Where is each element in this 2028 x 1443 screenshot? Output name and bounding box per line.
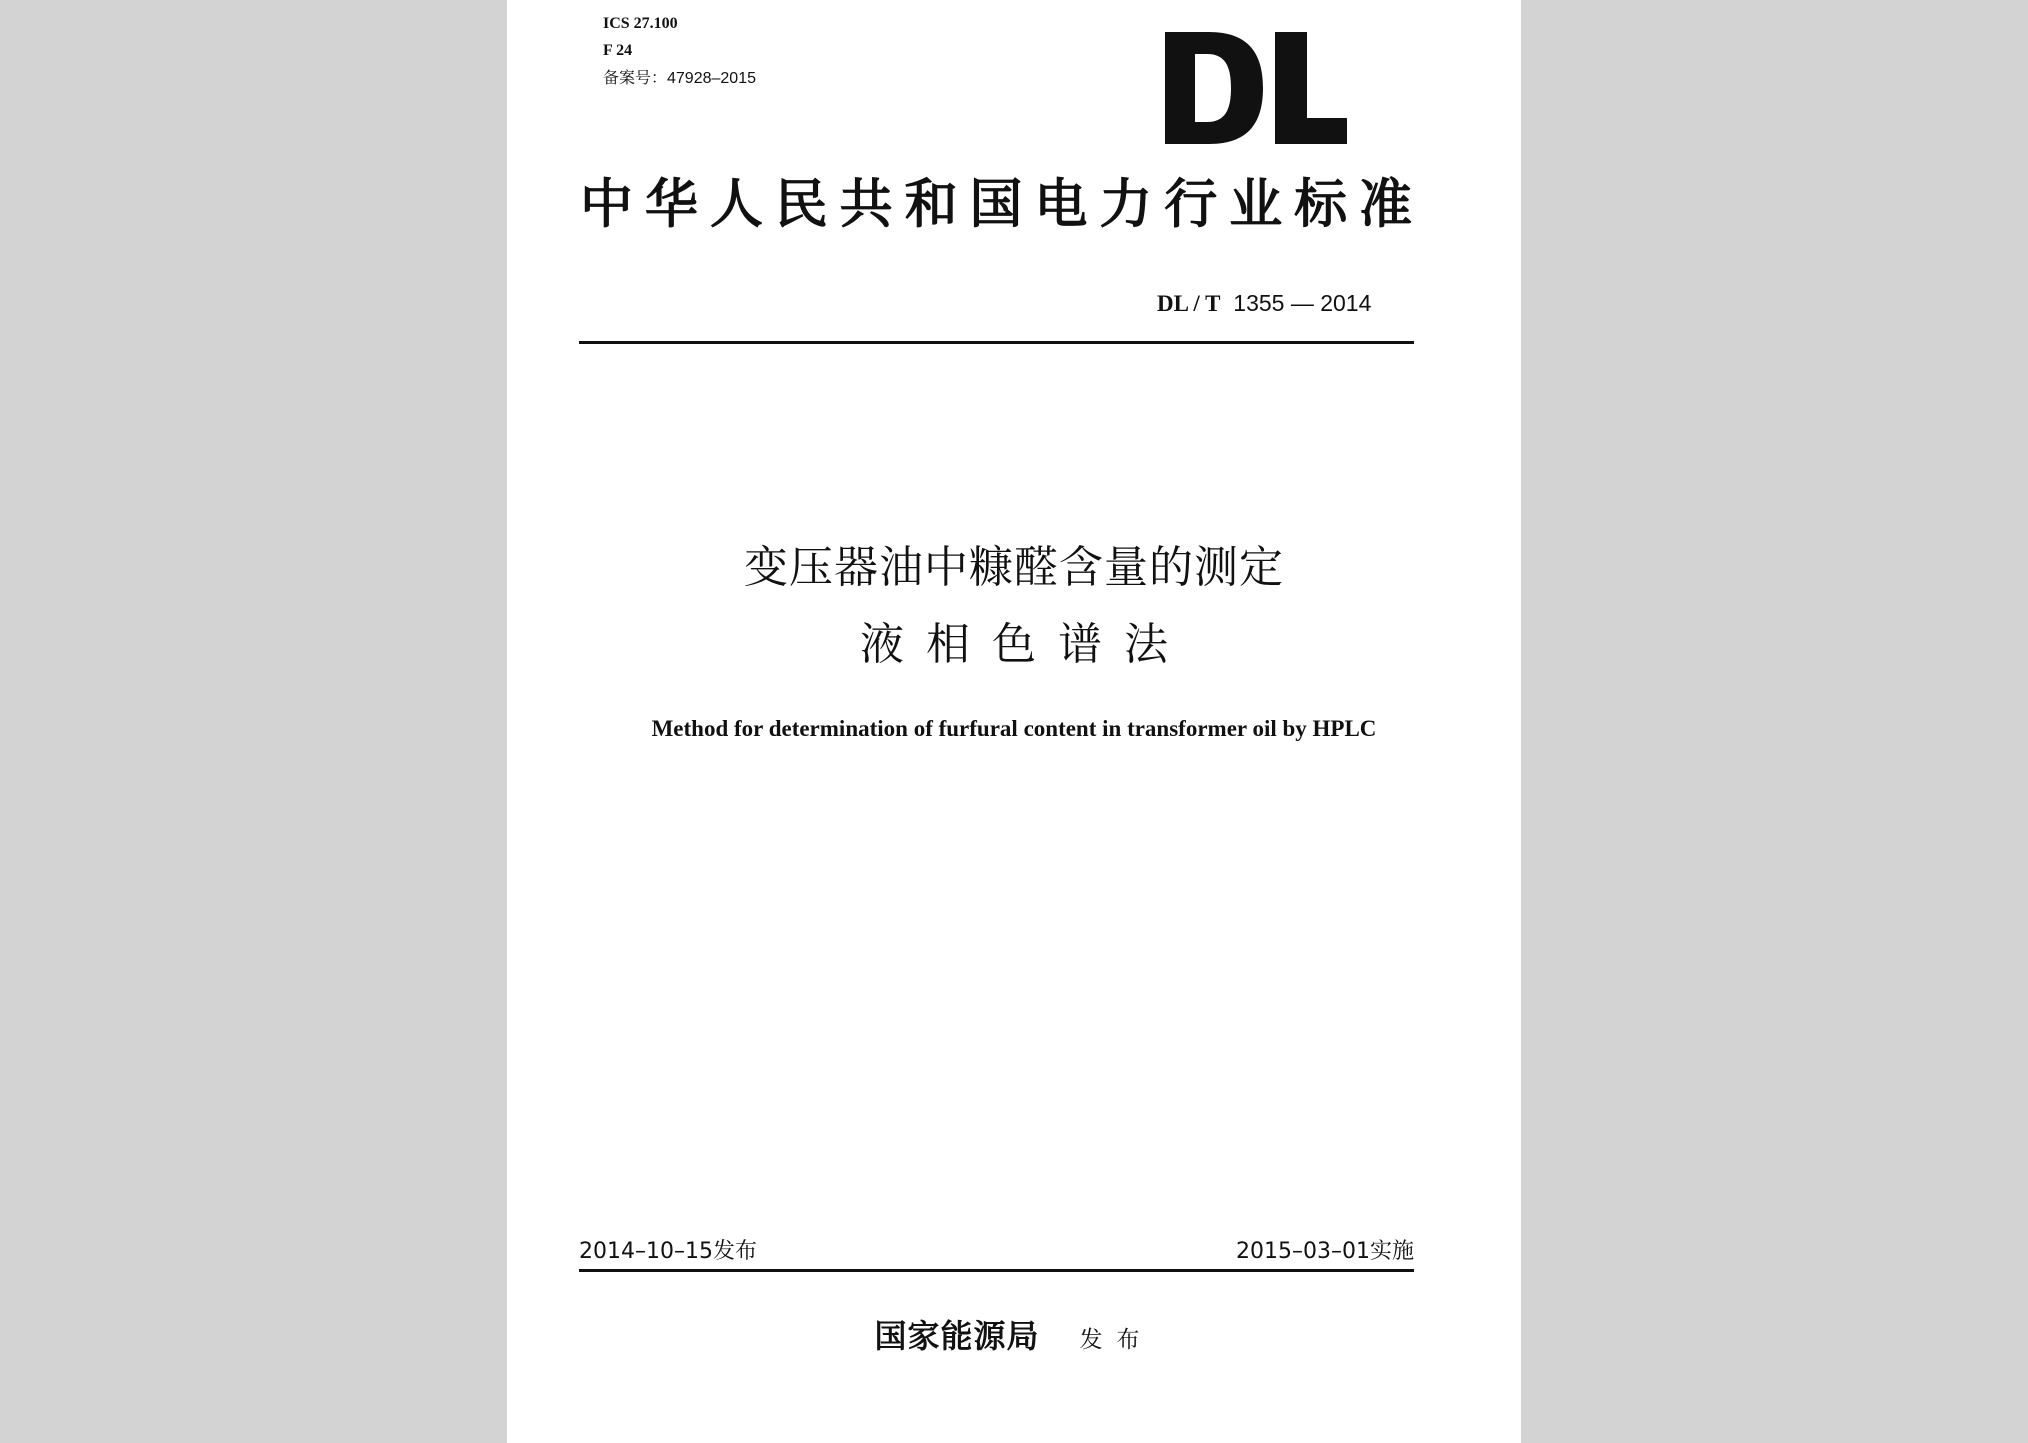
standard-code-number: 1355 — 2014 bbox=[1233, 290, 1372, 316]
main-title: 中华人民共和国电力行业标准 bbox=[580, 173, 1414, 235]
title-cn-line2: 液相色谱法 bbox=[860, 619, 1190, 670]
top-divider bbox=[579, 341, 1414, 344]
implementation-date: 2015–03–01实施 bbox=[1236, 1239, 1414, 1264]
issue-date: 2014–10–15发布 bbox=[579, 1239, 757, 1264]
title-en: Method for determination of furfural content in transformer oil by HPLC bbox=[651, 716, 1377, 741]
publisher-name: 国家能源局 bbox=[874, 1317, 1040, 1355]
dl-logo bbox=[1165, 32, 1347, 144]
standard-code-prefix: DL / T bbox=[1157, 291, 1221, 316]
ics-code: ICS 27.100 bbox=[603, 15, 678, 32]
publisher bbox=[507, 1316, 1521, 1360]
bottom-divider bbox=[579, 1269, 1414, 1272]
publisher-action: 发布 bbox=[1079, 1327, 1154, 1353]
standard-code bbox=[1157, 288, 1371, 319]
title-cn-line1: 变压器油中糠醛含量的测定 bbox=[744, 542, 1284, 593]
record-number: 备案号：47928–2015 bbox=[603, 70, 756, 87]
category-code: F 24 bbox=[603, 42, 633, 59]
document-page bbox=[507, 0, 1521, 1443]
